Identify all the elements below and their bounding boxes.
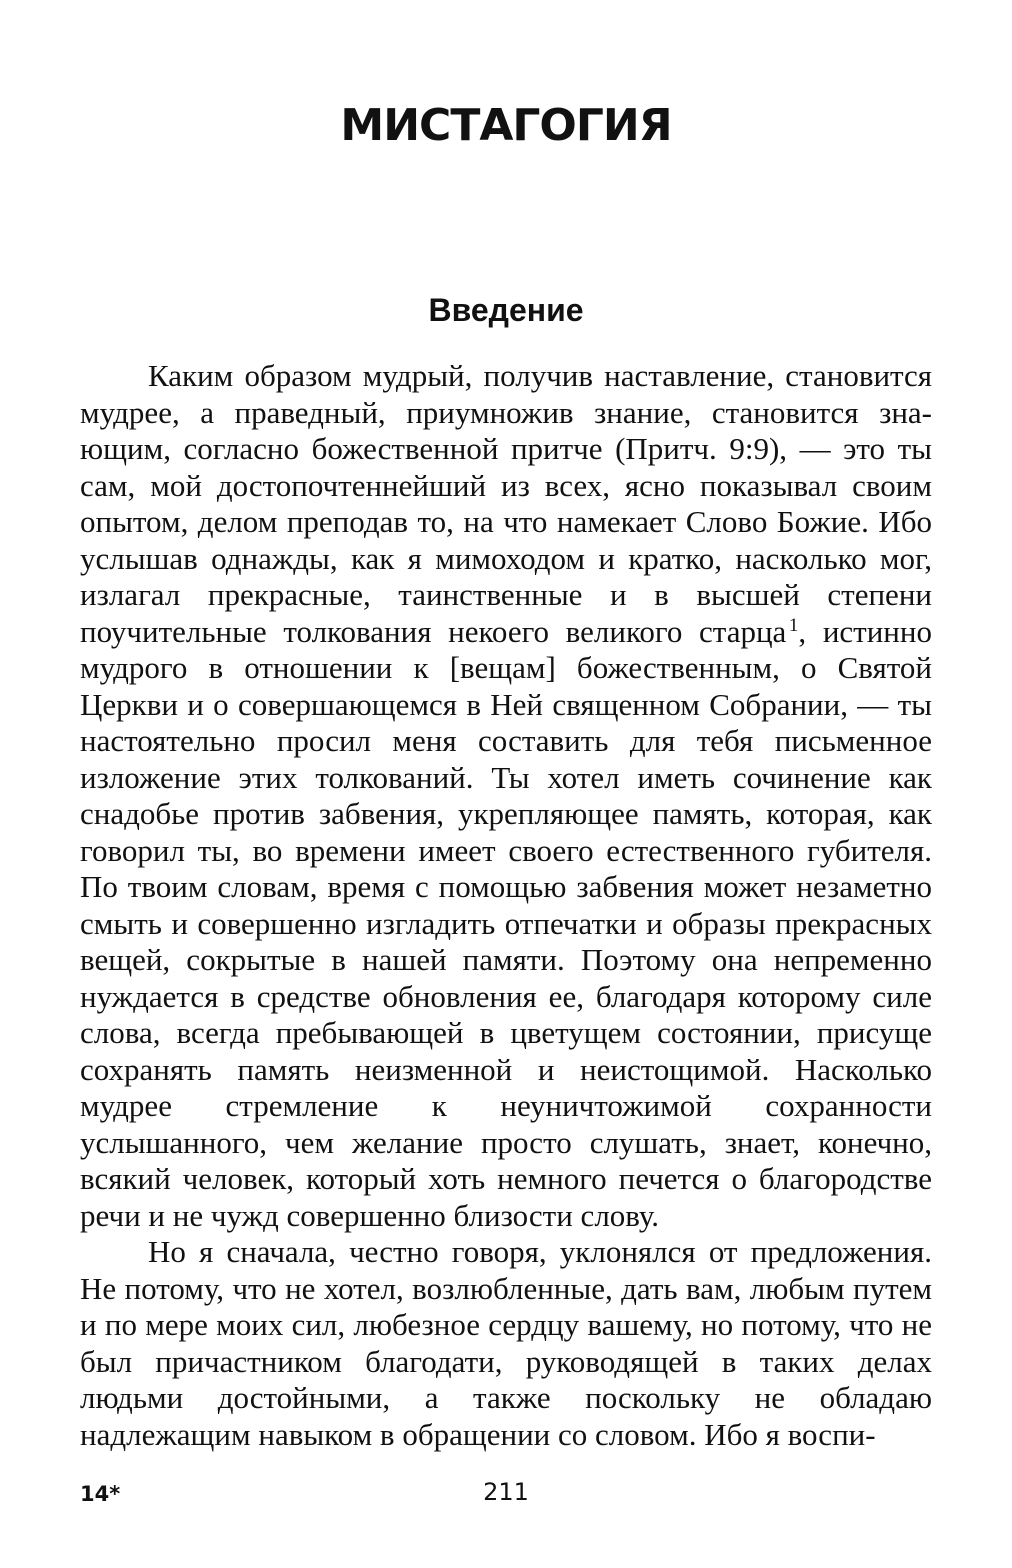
footnote-reference[interactable]: 1 <box>788 614 799 636</box>
body-text <box>80 358 932 1453</box>
paragraph-1-text-b: , истинно мудрого в отношении к [вещам] божественным, о Святой Церкви и о совершающемся в Ней священном Собрании, — ты настоятельно просил меня составить для тебя письменное изложение этих толкований. Ты хотел иметь сочинение как снадобье против забвения, укрепляющее память, которая, как говорил ты, во времени имеет своего естественного губителя. По твоим словам, время с помощью забвения может незаметно смыть и совершенно изгладить отпечатки и образы прекрасных вещей, сокрытые в нашей памяти. Поэтому она непременно нуждается в средстве обновления ее, благодаря которому силе слова, всегда пребывающей в цветущем состоянии, присуще сохранять память неизменной и неистощимой. Насколько мудрее стремление к неуничтожимой сохранности услышанного, чем желание просто слушать, знает, конечно, всякий человек, который хоть немного печется о благородстве речи и не чужд совершенно близости слову. <box>80 613 932 1233</box>
page-title: МИСТАГОГИЯ <box>340 100 672 151</box>
paragraph-1-text-a: Каким образом мудрый, получив наставление, становится мудрее, а праведный, приумножив знание, становится знающим, согласно божественной притче (Притч. 9:9), — это ты сам, мой достопочтеннейший из всех, ясно показывал своим опытом, делом преподав то, на что намекает Слово Божие. Ибо услышав однажды, как я мимоходом и кратко, насколько мог, излагал прекрасные, таинственные и в высшей степени поучительные толкования некоего великого старца <box>80 358 932 649</box>
paragraph-1 <box>80 358 932 1234</box>
page-number: 211 <box>483 1478 529 1506</box>
section-heading: Введение <box>428 292 584 328</box>
signature-mark: 14* <box>80 1482 121 1506</box>
paragraph-2: Но я сначала, честно говоря, уклонялся от предложения. Не потому, что не хотел, возлюбленные, дать вам, любым путем и по мере моих сил, любезное сердцу вашему, но потому, что не был причастником благодати, руководящей в таких делах людьми достойными, а также поскольку не обладаю надлежащим навыком в обращении со словом. Ибо я воспи- <box>80 1234 932 1452</box>
